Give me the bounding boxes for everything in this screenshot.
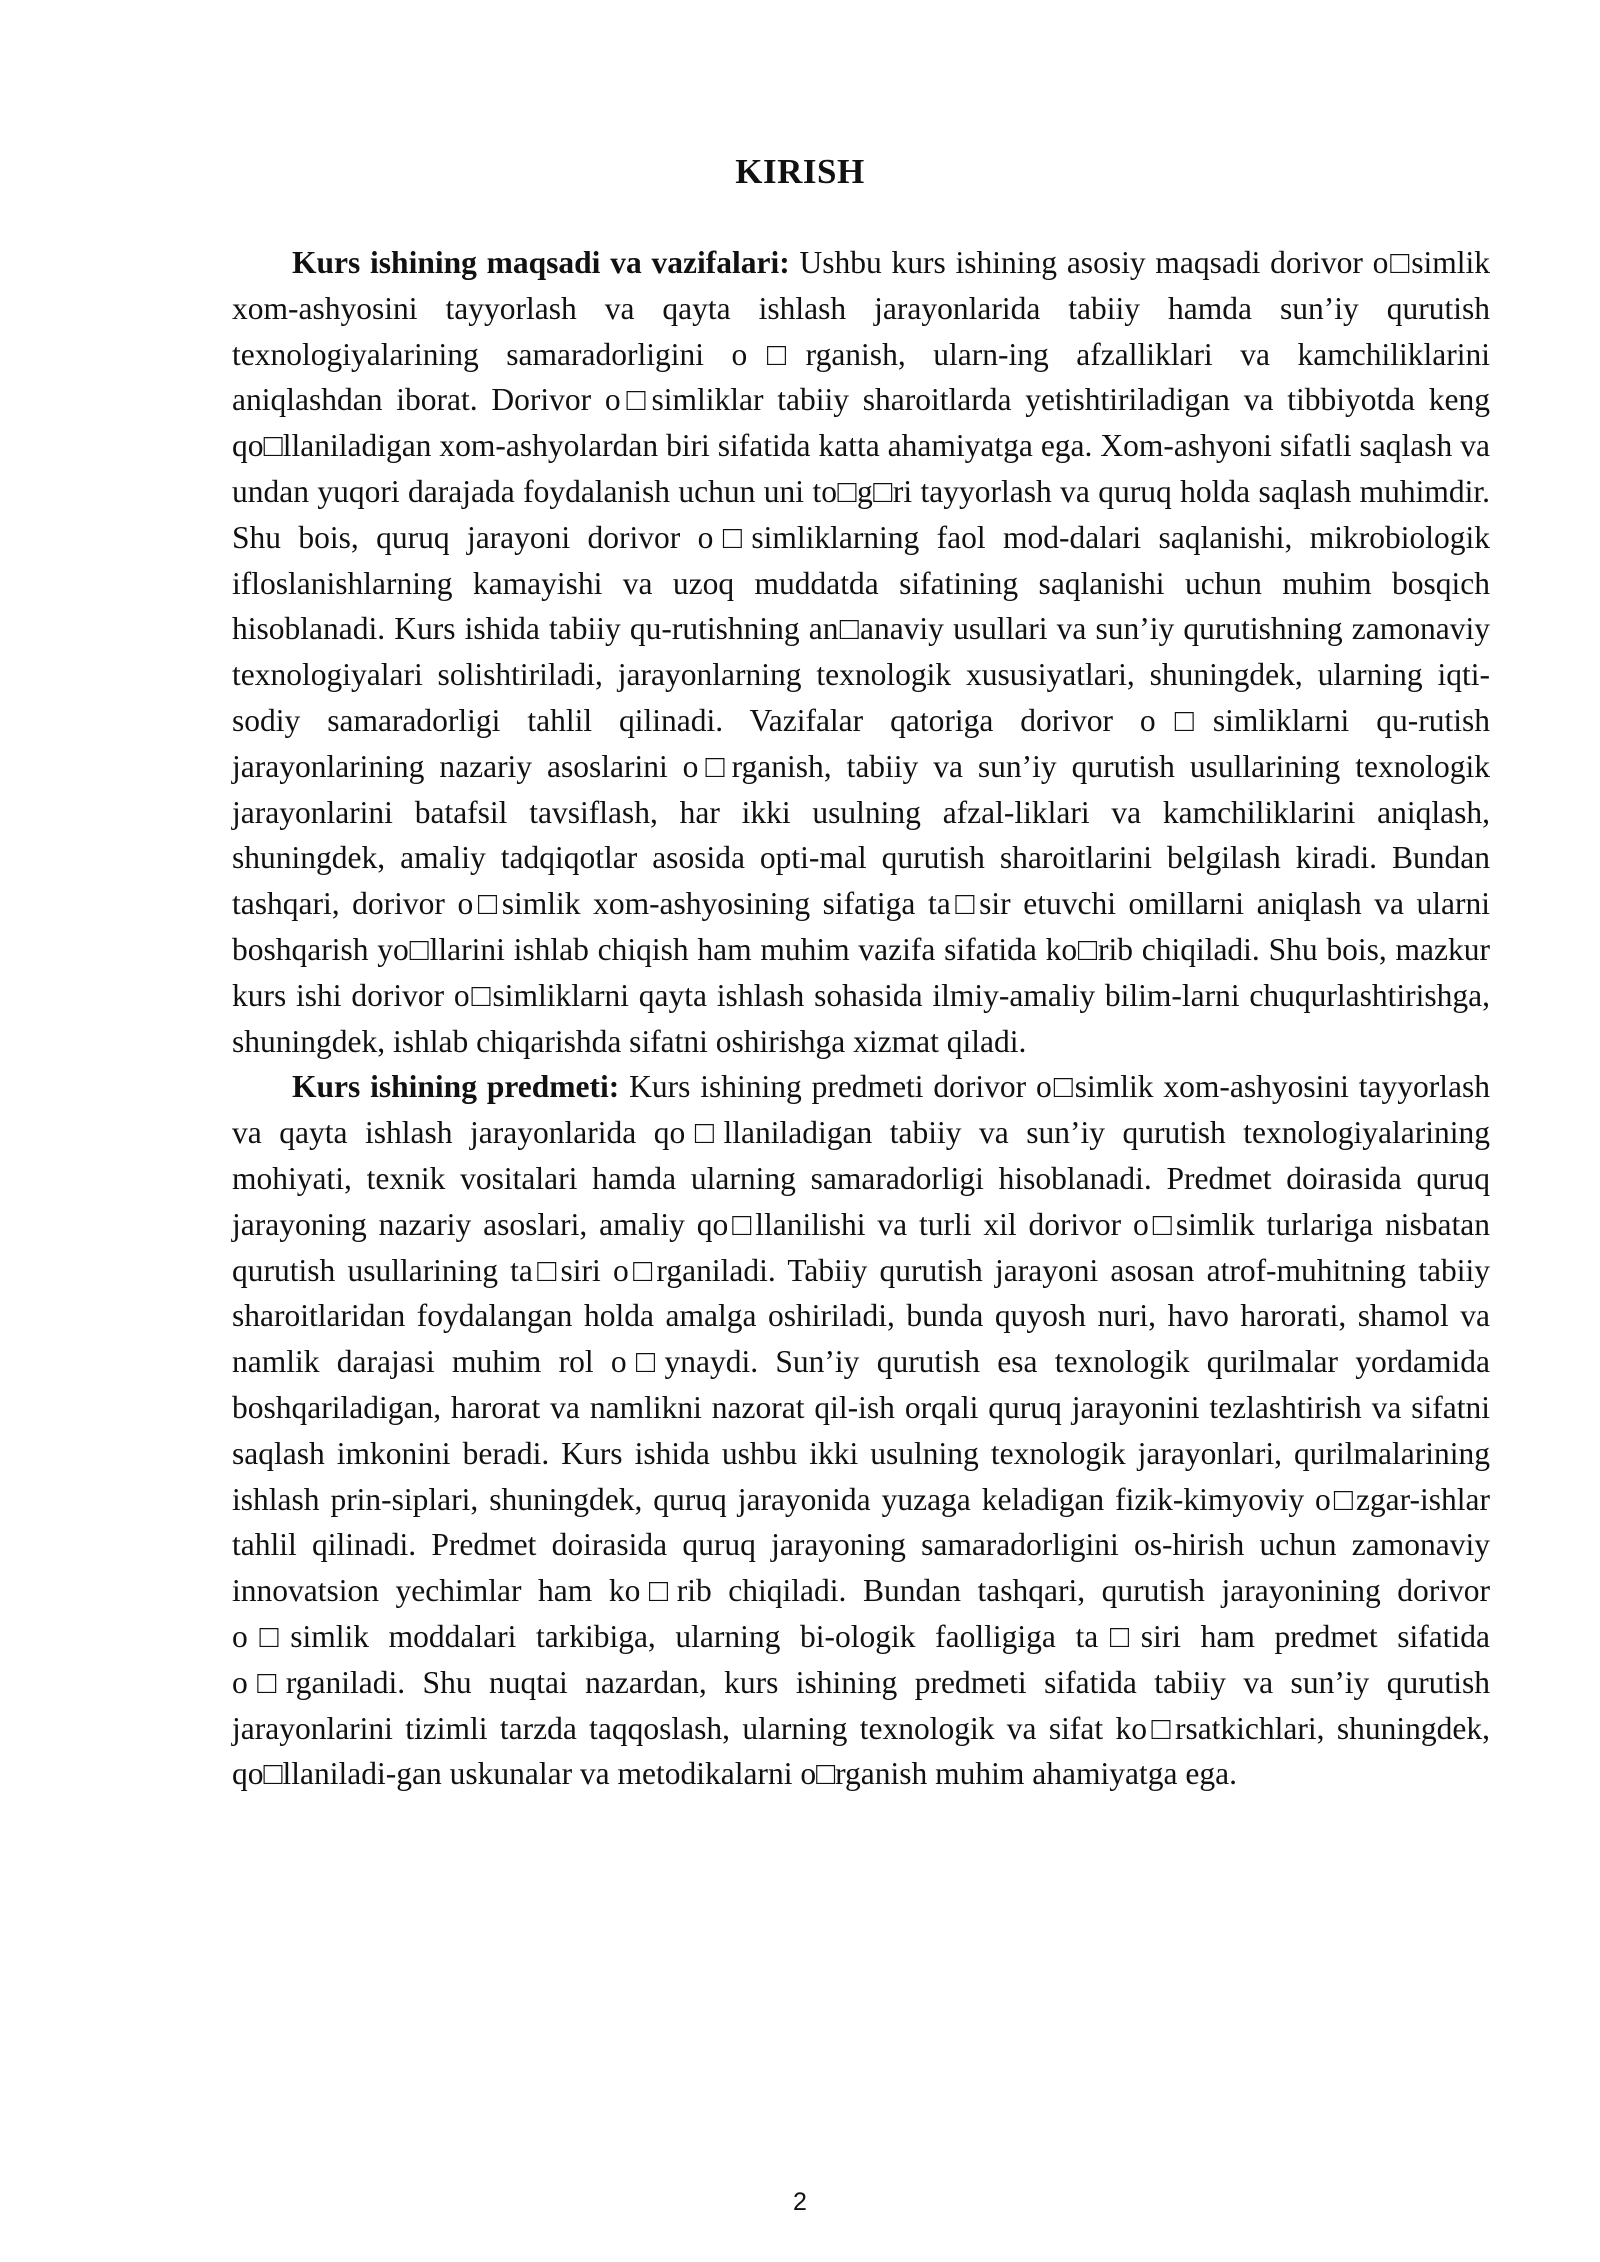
page-title: KIRISH [735, 152, 865, 191]
paragraph-goals [232, 240, 1490, 1064]
paragraph-subject-text: Kurs ishining predmeti dorivor o□simlik xom-ashyosini tayyorlash va qayta ishlash jarayonlarida qo□llaniladigan tabiiy va sun’iy qurutish texnologiyalarining mohiyati, texnik vositalari hamda ularning samaradorligi hisoblanadi. Predmet doirasida quruq jarayoning nazariy asoslari, amaliy qo□llanilishi va turli xil dorivor o□simlik turlariga nisbatan qurutish usullarining ta□siri o□rganiladi. Tabiiy qurutish jarayoni asosan atrof-muhitning tabiiy sharoitlaridan foydalangan holda amalga oshiriladi, bunda quyosh nuri, havo harorati, shamol va namlik darajasi muhim rol o□ynaydi. Sun’iy qurutish esa texnologik qurilmalar yordamida boshqariladigan, harorat va namlikni nazorat qil-ish orqali quruq jarayonini tezlashtirish va sifatni saqlash imkonini beradi. Kurs ishida ushbu ikki usulning texnologik jarayonlari, qurilmalarining ishlash prin-siplari, shuningdek, quruq jarayonida yuzaga keladigan fizik-kimyoviy o□zgar-ishlar tahlil qilinadi. Predmet doirasida quruq jarayoning samaradorligini os-hirish uchun zamonaviy innovatsion yechimlar ham ko□rib chiqiladi. Bundan tashqari, qurutish jarayonining dorivor o□simlik moddalari tarkibiga, ularning bi-ologik faolligiga ta□siri ham predmet sifatida o□rganiladi. Shu nuqtai nazardan, kurs ishining predmeti sifatida tabiiy va sun’iy qurutish jarayonlarini tizimli tarzda taqqoslash, ularning texnologik va sifat ko□rsatkichlari, shuningdek, qo□llaniladi-gan uskunalar va metodikalarni o□rganish muhim ahamiyatga ega. [232, 1069, 1491, 1792]
paragraph-goals-heading: Kurs ishining maqsadi va vazifalari: [292, 245, 790, 280]
body-text [232, 240, 1490, 1797]
page-number: 2 [793, 2188, 807, 2216]
paragraph-subject-heading: Kurs ishining predmeti: [292, 1069, 620, 1105]
paragraph-subject [232, 1064, 1490, 1797]
paragraph-goals-text: Ushbu kurs ishining asosiy maqsadi dorivor o□simlik xom-ashyosini tayyorlash va qayta ishlash jarayonlarida tabiiy hamda sun’iy qurutish texnologiyalarining samaradorligini o□rganish, ularn-ing afzalliklari va kamchiliklarini aniqlashdan iborat. Dorivor o□simliklar tabiiy sharoitlarda yetishtiriladigan va tibbiyotda keng qo□llaniladigan xom-ashyolardan biri sifatida katta ahamiyatga ega. Xom-ashyoni sifatli saqlash va undan yuqori darajada foydalanish uchun uni to□g□ri tayyorlash va quruq holda saqlash muhimdir. Shu bois, quruq jarayoni dorivor o□simliklarning faol mod-dalari saqlanishi, mikrobiologik ifloslanishlarning kamayishi va uzoq muddatda sifatining saqlanishi uchun muhim bosqich hisoblanadi. Kurs ishida tabiiy qu-rutishning an□anaviy usullari va sun’iy qurutishning zamonaviy texnologiyalari solishtiriladi, jarayonlarning texnologik xususiyatlari, shuningdek, ularning iqti-sodiy samaradorligi tahlil qilinadi. Vazifalar qatoriga dorivor o□simliklarni qu-rutish jarayonlarining nazariy asoslarini o□rganish, tabiiy va sun’iy qurutish usullarining texnologik jarayonlarini batafsil tavsiflash, har ikki usulning afzal-liklari va kamchiliklarini aniqlash, shuningdek, amaliy tadqiqotlar asosida opti-mal qurutish sharoitlarini belgilash kiradi. Bundan tashqari, dorivor o□simlik xom-ashyosining sifatiga ta□sir etuvchi omillarni aniqlash va ularni boshqarish yo□llarini ishlab chiqish ham muhim vazifa sifatida ko□rib chiqiladi. Shu bois, mazkur kurs ishi dorivor o□simliklarni qayta ishlash sohasida ilmiy-amaliy bilim-larni chuqurlashtirishga, shuningdek, ishlab chiqarishda sifatni oshirishga xizmat qiladi. [232, 245, 1490, 1059]
